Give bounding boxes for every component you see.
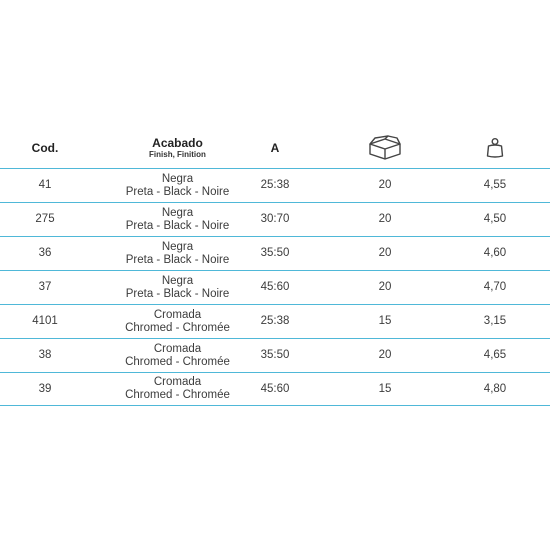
cell-weight: [450, 203, 540, 236]
weight-value: 4,65: [483, 349, 507, 361]
weight-value: 4,60: [483, 247, 507, 259]
header-finish-sublabel: Finish, Finition: [149, 150, 206, 159]
weight-value: 4,50: [483, 213, 507, 225]
table-row: [0, 372, 550, 406]
a-value: 30:70: [260, 213, 290, 225]
qty-value: 15: [378, 315, 392, 327]
a-value: 35:50: [260, 349, 290, 361]
cell-weight: [450, 271, 540, 304]
cod-value: 4101: [32, 315, 58, 327]
cod-value: 36: [38, 247, 52, 259]
a-value: 45:60: [260, 281, 290, 293]
cell-a: [230, 203, 320, 236]
a-value: 35:50: [260, 247, 290, 259]
table-row: [0, 236, 550, 270]
qty-value: 20: [378, 247, 392, 259]
finish-line2: Chromed - Chromée: [125, 389, 230, 401]
cell-a: [230, 169, 320, 202]
finish-line1: Negra: [161, 274, 194, 287]
weight-value: 3,15: [483, 315, 507, 327]
cell-weight: [450, 373, 540, 405]
finish-line1: Cromada: [153, 342, 202, 355]
cell-cod: [0, 373, 90, 405]
qty-value: 20: [378, 281, 392, 293]
cell-cod: [0, 203, 90, 236]
cod-value: 37: [38, 281, 52, 293]
finish-line1: Cromada: [153, 376, 202, 388]
weight-value: 4,80: [483, 382, 507, 395]
cell-qty: [340, 203, 430, 236]
cell-qty: [340, 271, 430, 304]
qty-value: 20: [378, 179, 392, 191]
finish-line2: Preta - Black - Noire: [125, 219, 230, 232]
cod-value: 275: [35, 213, 55, 225]
cell-cod: [0, 305, 90, 338]
weight-icon: [486, 137, 504, 159]
finish-line2: Chromed - Chromée: [125, 355, 230, 368]
cell-a: [230, 373, 320, 405]
cell-a: [230, 237, 320, 270]
table-row: [0, 168, 550, 202]
header-cod-label: Cod.: [31, 141, 59, 155]
qty-value: 15: [378, 382, 392, 395]
cell-qty: [340, 169, 430, 202]
finish-line1: Cromada: [153, 308, 202, 321]
table-row: [0, 202, 550, 236]
cell-a: [230, 271, 320, 304]
table-row: [0, 338, 550, 372]
weight-value: 4,70: [483, 281, 507, 293]
cell-weight: [450, 305, 540, 338]
qty-value: 20: [378, 349, 392, 361]
cell-qty: [340, 305, 430, 338]
table-row: [0, 270, 550, 304]
weight-value: 4,55: [483, 179, 507, 191]
cell-qty: [340, 237, 430, 270]
cell-weight: [450, 339, 540, 372]
cell-weight: [450, 237, 540, 270]
finish-line2: Chromed - Chromée: [125, 321, 230, 334]
cell-a: [230, 339, 320, 372]
a-value: 25:38: [260, 179, 290, 191]
cell-cod: [0, 339, 90, 372]
finish-line1: Negra: [161, 172, 194, 185]
cod-value: 38: [38, 349, 52, 361]
cell-qty: [340, 339, 430, 372]
a-value: 45:60: [260, 382, 290, 395]
product-table: [0, 128, 550, 406]
qty-value: 20: [378, 213, 392, 225]
cod-value: 39: [38, 382, 52, 395]
cell-weight: [450, 169, 540, 202]
finish-line2: Preta - Black - Noire: [125, 185, 230, 198]
header-cod: [0, 128, 90, 168]
header-a-label: A: [270, 141, 280, 155]
finish-line2: Preta - Black - Noire: [125, 287, 230, 300]
header-box: [340, 128, 430, 168]
cell-qty: [340, 373, 430, 405]
cell-cod: [0, 237, 90, 270]
cell-cod: [0, 169, 90, 202]
finish-line1: Negra: [161, 206, 194, 219]
a-value: 25:38: [260, 315, 290, 327]
header-finish-label: Acabado: [152, 136, 203, 150]
header-weight: [450, 128, 540, 168]
table-row: [0, 304, 550, 338]
header-a: [230, 128, 320, 168]
finish-line1: Negra: [161, 240, 194, 253]
finish-line2: Preta - Black - Noire: [125, 253, 230, 266]
cell-a: [230, 305, 320, 338]
cell-cod: [0, 271, 90, 304]
table-header: [0, 128, 550, 168]
box-icon: [367, 135, 403, 161]
cod-value: 41: [38, 179, 52, 191]
